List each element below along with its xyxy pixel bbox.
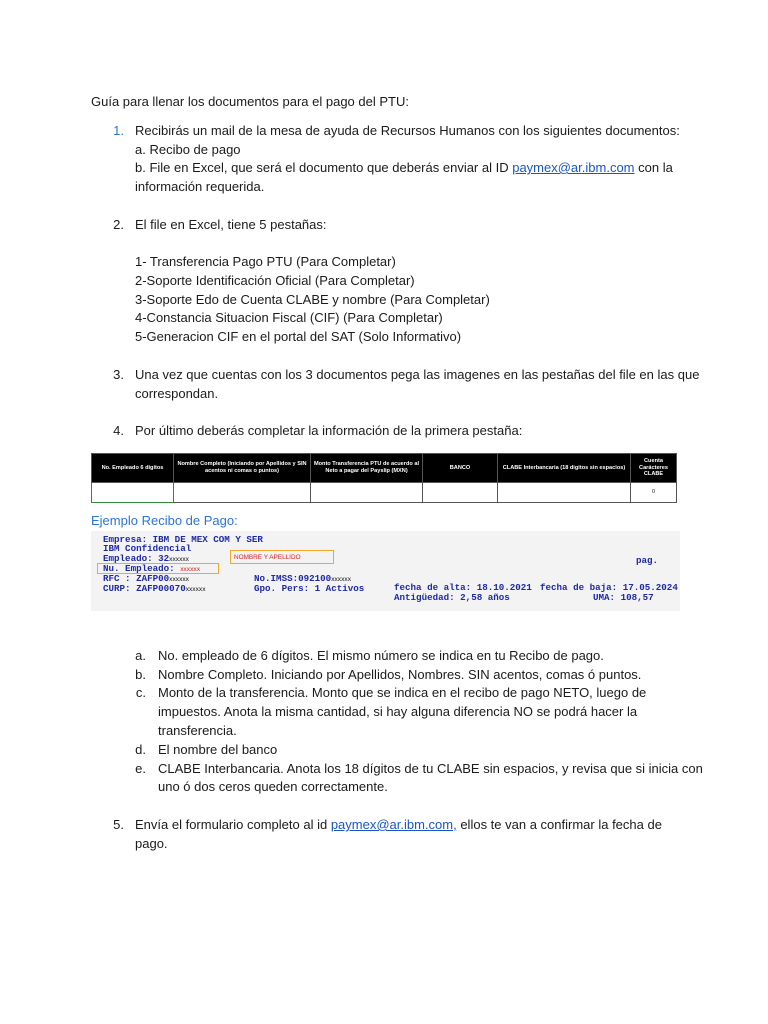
header-no-empleado: No. Empleado 6 digitos	[92, 454, 174, 483]
step-5-line-1	[135, 816, 662, 835]
header-cuenta-caracteres: Cuenta Carácteres CLABE	[631, 454, 677, 483]
receipt-curp-label: CURP: ZAFP00070	[103, 583, 186, 594]
note-c-line-1: Monto de la transferencia. Monto que se indica en el recibo de pago NETO, luego de	[158, 685, 647, 700]
tab-item-1: 1- Transferencia Pago PTU (Para Completar)	[135, 254, 396, 269]
note-a-letter: a.	[135, 648, 146, 663]
receipt-nu-mask: xxxxxx	[180, 566, 200, 573]
step-5-text: Envía el formulario completo al id	[135, 817, 331, 832]
header-monto-transferencia: Monto Transferencia PTU de acuerdo al Neto a pagar del Payslip (MXN)	[311, 454, 423, 483]
note-d-letter: d.	[135, 742, 146, 757]
receipt-curp	[103, 584, 205, 594]
receipt-empleado-label: Empleado: 32	[103, 553, 170, 564]
step-5-post: ellos te van a confirmar la fecha de	[456, 817, 662, 832]
table-row	[92, 483, 677, 503]
header-clabe: CLABE Interbancaria (18 digitos sin espacios)	[498, 454, 631, 483]
receipt-rfc-mask: xxxxxx	[169, 576, 189, 583]
nombre-apellido-box: NOMBRE Y APELLIDO	[230, 550, 334, 564]
step-1-number: 1.	[113, 123, 124, 138]
receipt-pag: pag.	[636, 555, 659, 566]
tab-item-2: 2-Soporte Identificación Oficial (Para Completar)	[135, 273, 415, 288]
step-3-number: 3.	[113, 367, 124, 382]
note-e-letter: e.	[135, 761, 146, 776]
step-1-line-4: información requerida.	[135, 179, 265, 194]
receipt-fecha-alta: fecha de alta: 18.10.2021	[394, 582, 532, 593]
cell-clabe[interactable]	[498, 483, 631, 503]
step-4-text: Por último deberás completar la información de la primera pestaña:	[135, 423, 523, 438]
note-b-letter: b.	[135, 667, 146, 682]
receipt-uma: UMA: 108,57	[593, 592, 654, 603]
tab-item-5: 5-Generacion CIF en el portal del SAT (Solo Informativo)	[135, 329, 462, 344]
note-c-line-3: transferencia.	[158, 723, 237, 738]
intro-text: Guía para llenar los documentos para el pago del PTU:	[91, 94, 409, 109]
receipt-fecha-baja: fecha de baja: 17.05.2024	[540, 582, 678, 593]
paymex-email-link-2[interactable]: paymex@ar.ibm.com,	[330, 817, 457, 832]
receipt-nu-label: Nu. Empleado:	[103, 563, 175, 574]
note-d-line-1: El nombre del banco	[158, 742, 278, 757]
receipt-imss-label: No.IMSS:092100	[254, 573, 332, 584]
step-1-line-3-text: b. File en Excel, que será el documento que deberás enviar al ID	[135, 160, 513, 175]
tab-item-4: 4-Constancia Situacion Fiscal (CIF) (Para Completar)	[135, 310, 443, 325]
cell-banco[interactable]	[423, 483, 498, 503]
step-1-line-3-post: con la	[634, 160, 673, 175]
tab-item-3: 3-Soporte Edo de Cuenta CLABE y nombre (Para Completar)	[135, 292, 490, 307]
receipt-empresa: Empresa: IBM DE MEX COM Y SER	[103, 534, 263, 545]
note-a-line-1: No. empleado de 6 dígitos. El mismo número se indica en tu Recibo de pago.	[158, 648, 604, 663]
step-3-line-1: Una vez que cuentas con los 3 documentos pega las imagenes en las pestañas del file en las que	[135, 367, 700, 382]
example-heading: Ejemplo Recibo de Pago:	[91, 513, 238, 528]
step-2-text: El file en Excel, tiene 5 pestañas:	[135, 217, 327, 232]
step-1-line-2: a. Recibo de pago	[135, 142, 241, 157]
header-banco: BANCO	[423, 454, 498, 483]
header-nombre-completo: Nombre Completo (Iniciando por Apellidos y SIN acentos ni comas o puntos)	[174, 454, 311, 483]
cell-nombre-completo[interactable]	[174, 483, 311, 503]
step-1-line-3	[135, 159, 673, 178]
cell-monto[interactable]	[311, 483, 423, 503]
table-header-row	[92, 454, 677, 483]
ptu-transfer-table	[91, 453, 677, 503]
cell-no-empleado[interactable]	[92, 483, 174, 503]
note-e-line-1: CLABE Interbancaria. Anota los 18 dígitos de tu CLABE sin espacios, y revisa que si inicia con	[158, 761, 703, 776]
receipt-gpo-pers: Gpo. Pers: 1 Activos	[254, 583, 365, 594]
receipt-example-image	[91, 531, 680, 611]
step-3-line-2: correspondan.	[135, 386, 219, 401]
note-c-letter: c.	[135, 685, 146, 700]
step-5-line-2: pago.	[135, 836, 168, 851]
cell-cuenta-caracteres: 0	[631, 483, 677, 503]
paymex-email-link[interactable]: paymex@ar.ibm.com	[512, 160, 635, 175]
step-1-line-1: Recibirás un mail de la mesa de ayuda de Recursos Humanos con los siguientes documentos:	[135, 123, 680, 138]
receipt-confidencial: IBM Confidencial	[103, 543, 192, 554]
receipt-rfc-label: RFC : ZAFP00	[103, 573, 170, 584]
receipt-empleado-mask: xxxxxx	[169, 556, 189, 563]
note-b-line-1: Nombre Completo. Iniciando por Apellidos, Nombres. SIN acentos, comas ó puntos.	[158, 667, 642, 682]
step-2-number: 2.	[113, 217, 124, 232]
receipt-curp-mask: xxxxxx	[185, 586, 206, 593]
step-5-number: 5.	[113, 817, 124, 832]
receipt-imss-mask: xxxxxx	[331, 576, 351, 583]
note-e-line-2: uno ó dos ceros queden correctamente.	[158, 779, 388, 794]
receipt-antiguedad: Antigüedad: 2,58 años	[394, 592, 510, 603]
note-c-line-2: impuestos. Anota la misma cantidad, si hay alguna diferencia NO se podrá hacer la	[158, 704, 638, 719]
step-4-number: 4.	[113, 423, 124, 438]
